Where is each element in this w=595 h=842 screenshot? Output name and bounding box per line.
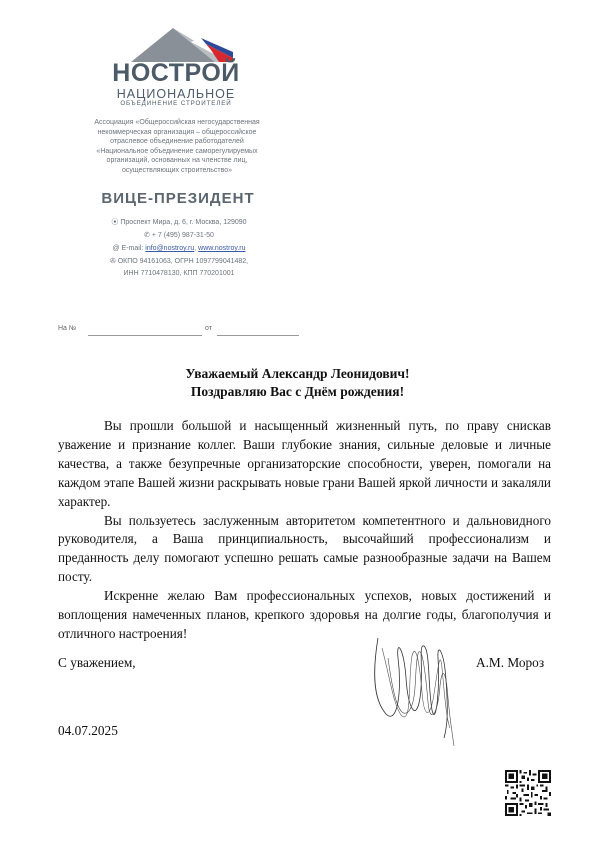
- registry-line: [70, 257, 288, 266]
- association-line: «Национальное объединение саморегулируемых: [96, 147, 258, 155]
- email-label: E-mail:: [121, 245, 144, 252]
- letter-date: 04.07.2025: [58, 723, 118, 738]
- nostroy-logo-roof: [111, 28, 243, 62]
- position-title: ВИЦЕ-ПРЕЗИДЕНТ: [101, 190, 255, 207]
- website-link[interactable]: www.nostroy.ru: [198, 245, 246, 252]
- handwritten-signature: [368, 628, 458, 748]
- closing: С уважением,: [58, 655, 136, 670]
- inn-line: [70, 269, 288, 278]
- email-line: @ E-mail: info@nostroy.ru, www.nostroy.ru: [112, 245, 246, 252]
- paragraph: Вы пользуетесь заслуженным авторитетом компетентного и дальновидного руководителя, а Ваша принципиальность, высочайший профессионализм и преданность делу помогают успешно решать самые разнообразные задачи на Вашем посту.: [58, 512, 551, 585]
- association-line: организаций, основанных на членстве лиц,: [106, 157, 248, 165]
- registry-icon: ✇: [109, 258, 116, 265]
- association-line: Ассоциация «Общероссийская негосударственная: [94, 119, 260, 126]
- paragraph: Вы прошли большой и насыщенный жизненный путь, по праву снискав уважение и признание коллег. Ваши глубокие знания, сильные деловые и личные качества, а также безупречные организаторские способности, уверен, помогали на каждом этапе Вашей жизни раскрывать новые грани Вашей яркой личности и закаляли характер.: [58, 418, 551, 509]
- greeting: Поздравляю Вас с Днём рождения!: [190, 384, 405, 399]
- association-line: некоммерческая организация – общероссийское: [97, 128, 257, 136]
- letter-body: [58, 417, 551, 644]
- location-icon: ⦿: [111, 219, 119, 226]
- paragraph: Искренне желаю Вам профессиональных успехов, новых достижений и воплощения намеченных планов, крепкого здоровья на долгие годы, благополучия и отличного настроения!: [58, 588, 551, 641]
- ref-number-field: [88, 335, 202, 336]
- logo-subtitle: НАЦИОНАЛЬНОЕ: [116, 87, 236, 101]
- inn-text: ИНН 7710478130, КПП 770201001: [123, 270, 235, 277]
- phone-icon: ✆: [144, 232, 150, 239]
- address-line: [70, 218, 288, 227]
- signer-name: А.М. Мороз: [476, 655, 545, 670]
- association-line: отраслевое объединение работодателей: [110, 138, 244, 146]
- qr-code: [505, 770, 551, 816]
- logo-wordmark: НОСТРОЙ: [112, 59, 240, 87]
- email-link[interactable]: info@nostroy.ru: [145, 245, 195, 252]
- association-line: осуществляющих строительство»: [121, 166, 233, 174]
- logo-subtitle-2: ОБЪЕДИНЕНИЕ СТРОИТЕЛЕЙ: [120, 100, 232, 107]
- phone-line: [70, 231, 288, 240]
- ref-date-label: от: [205, 325, 212, 332]
- address-text: Проспект Мира, д. 6, г. Москва, 129090: [120, 219, 247, 226]
- ref-date-field: [217, 335, 299, 336]
- okpo-text: ОКПО 94161063, ОГРН 1097799041482,: [117, 258, 249, 265]
- phone-text: + 7 (495) 987-31-50: [151, 232, 214, 239]
- association-name: [62, 118, 292, 176]
- email-icon: @: [112, 245, 120, 252]
- ref-number-label: На №: [58, 325, 77, 332]
- salutation-block: [0, 365, 595, 401]
- salutation: Уважаемый Александр Леонидович!: [185, 366, 410, 381]
